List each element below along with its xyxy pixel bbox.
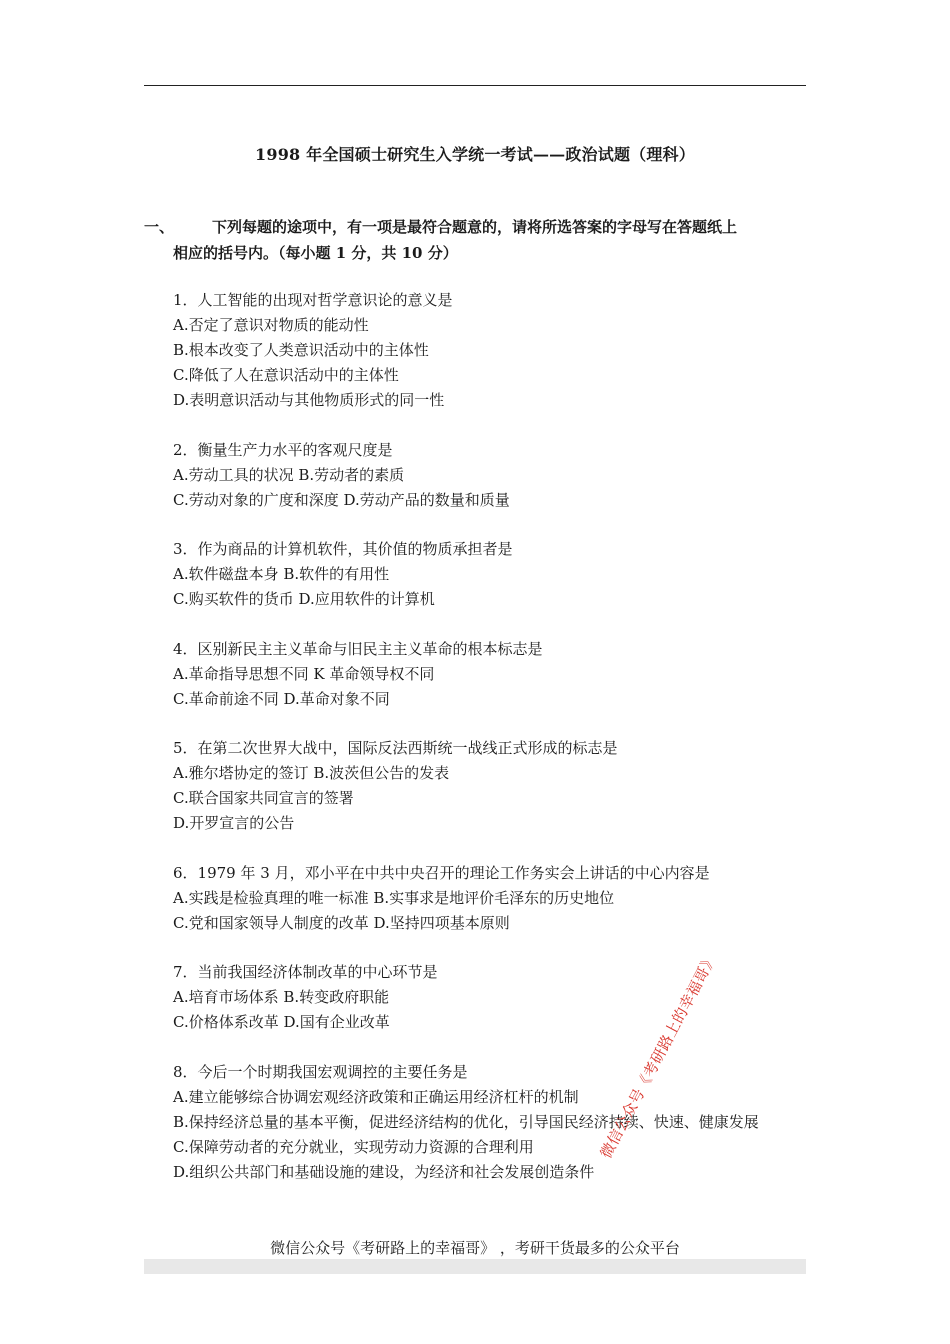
option-line: C.降低了人在意识活动中的主体性 [173, 366, 399, 384]
question-stem: 4．区别新民主主义革命与旧民主主义革命的根本标志是 [173, 639, 543, 658]
option-line: C.联合国家共同宣言的签署 [173, 789, 354, 807]
option-line: D.组织公共部门和基础设施的建设，为经济和社会发展创造条件 [173, 1162, 595, 1181]
option-line: C.价格体系改革 D.国有企业改革 [173, 1013, 390, 1031]
question-5 [173, 736, 813, 836]
footer-bar [144, 1259, 806, 1274]
section-instruction-line1: 下列每题的途项中，有一项是最符合题意的，请将所选答案的字母写在答题纸上 [212, 218, 738, 236]
option-line: C.党和国家领导人制度的改革 D.坚持四项基本原则 [173, 913, 510, 932]
page-title: 1998 年全国硕士研究生入学统一考试——政治试题（理科） [255, 145, 695, 164]
option-line: B.保持经济总量的基本平衡，促进经济结构的优化，引导国民经济持续、快速、健康发展 [173, 1112, 759, 1131]
watermark-text: 微信公众号《考研路上的幸福哥》 [596, 950, 721, 1162]
question-3 [173, 537, 813, 612]
option-line: C.购买软件的货币 D.应用软件的计算机 [173, 590, 435, 608]
option-line: B.根本改变了人类意识活动中的主体性 [173, 341, 429, 359]
header-rule [144, 85, 806, 86]
question-stem: 8．今后一个时期我国宏观调控的主要任务是 [173, 1062, 468, 1081]
section-instruction-line2: 相应的括号内。（每小题 1 分，共 10 分） [173, 244, 458, 262]
question-stem: 3．作为商品的计算机软件，其价值的物质承担者是 [173, 540, 513, 558]
question-2 [173, 438, 813, 513]
option-line: C.革命前途不同 D.革命对象不同 [173, 689, 390, 708]
footer-text: 微信公众号《考研路上的幸福哥》 ，考研干货最多的公众平台 [270, 1239, 680, 1257]
option-line: A.培育市场体系 B.转变政府职能 [173, 988, 390, 1006]
section-number: 一、 [144, 218, 175, 236]
question-stem: 6．1979 年 3 月，邓小平在中共中央召开的理论工作务实会上讲话的中心内容是 [173, 863, 710, 882]
question-8 [173, 1060, 813, 1185]
question-7 [173, 960, 813, 1035]
option-line: D.表明意识活动与其他物质形式的同一性 [173, 391, 445, 409]
option-line: A.实践是检验真理的唯一标准 B.实事求是地评价毛泽东的历史地位 [173, 888, 615, 907]
question-stem: 7．当前我国经济体制改革的中心环节是 [173, 963, 438, 981]
option-line: A.雅尔塔协定的签订 B.波茨但公告的发表 [173, 764, 450, 782]
option-line: A.革命指导思想不同 K 革命领导权不同 [173, 664, 435, 683]
option-line: A.否定了意识对物质的能动性 [173, 316, 369, 334]
option-line: D.开罗宣言的公告 [173, 814, 295, 832]
question-1 [173, 288, 813, 413]
option-line: A.劳动工具的状况 B.劳动者的素质 [173, 465, 405, 484]
question-stem: 1．人工智能的出现对哲学意识论的意义是 [173, 291, 453, 309]
option-line: C.保障劳动者的充分就业，实现劳动力资源的合理利用 [173, 1137, 534, 1156]
option-line: A.软件磁盘本身 B.软件的有用性 [173, 565, 390, 583]
question-list [173, 288, 813, 1209]
option-line: A.建立能够综合协调宏观经济政策和正确运用经济杠杆的机制 [173, 1087, 579, 1106]
question-4 [173, 637, 813, 712]
question-stem: 2．衡量生产力水平的客观尺度是 [173, 440, 393, 459]
question-6 [173, 861, 813, 936]
option-line: C.劳动对象的广度和深度 D.劳动产品的数量和质量 [173, 490, 510, 509]
question-stem: 5．在第二次世界大战中，国际反法西斯统一战线正式形成的标志是 [173, 739, 618, 757]
